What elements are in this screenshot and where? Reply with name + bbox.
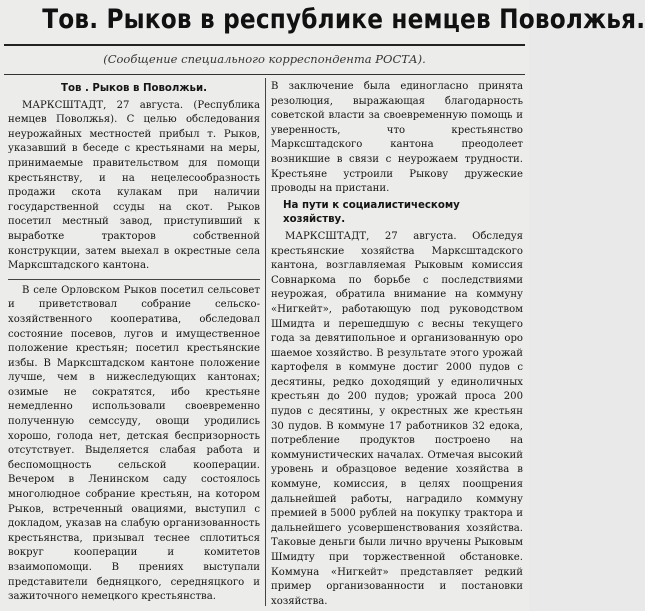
subhead-rule — [4, 74, 525, 75]
right-column — [271, 80, 523, 608]
left-separator — [8, 279, 260, 280]
right-paragraph-top: В заключение была единогласно принята резолюция, выражающая благодарность советской власти за своевременную помощь и уверенность, что крестьянство Марксштадского кантона преодолеет возникшие в связи с неурожаем трудности. Крестьяне устроили Рыкову дружеские проводы на пристани. — [271, 81, 523, 195]
left-section-title: Тов . Рыков в Поволжьи. — [61, 83, 207, 94]
left-paragraph-1: МАРКСШТАДТ, 27 августа. (Республика немцев Поволжья). С целью обследования неурожайных местностей прибыл т. Рыков, указавший в беседе с крестьянами на меры, принимаемые правительством для помощи крестьянству, и на нецелесообразность продажи скота кулакам при наличии государственной ссуды на скот. Рыков посетил местный завод, приступивший к выработке тракторов собственной конструкции, затем выехал в окрестные села Марксштадского кантона. — [8, 99, 260, 272]
subhead: (Сообщение специального корреспондента РОСТА). — [103, 52, 426, 66]
headline-rule — [4, 44, 525, 46]
left-column — [8, 80, 260, 608]
headline: Тов. Рыков в республике немцев Поволжья. — [42, 4, 645, 35]
right-section-title: На пути к социалистическому хозяйству. — [283, 199, 460, 226]
column-divider — [265, 78, 266, 606]
left-paragraph-2: В селе Орловском Рыков посетил сельсовет и приветствовал собрание сельско-хозяйственного кооператива, обследовал состояние посевов, лугов и имущественное положение крестьян; посетил крестьянские избы. В Марксштадском кантоне положение лучше, чем в нижеследующих кантонах; озимые не сократятся, ибо крестьяне немедленно использовали своевременно полученную семссуду, овощи уродились хорошо, голода нет, детская беспризорность отсутствует. Выделяется слабая работа и беспомощность сельской кооперации. Вечером в Ленинском саду состоялось многолюдное собрание крестьян, на котором Рыков, встреченный овациями, выступил с докладом, указав на слабую организованность крестьянства, призывал теснее сплотиться вокруг кооперации и комитетов взаимопомощи. В прениях выступали представители бедняцкого, середняцкого и зажиточного немецкого крестьянства. — [8, 284, 260, 603]
right-paragraph-main: МАРКСШТАДТ, 27 августа. Обследуя крестьянские хозяйства Марксштадского кантона, возглавляемая Рыковым комиссия Совнаркома по борьбе с последствиями неурожая, обратила внимание на коммуну «Нигкейт», работающую под руководством Шмидта и перешедшую с весны текущего года за девятипольное и организованную оро шаемое хозяйство. В результате этого урожай картофеля в коммуне достиг 2000 пудов с десятины, редко доходящий у единоличных крестьян до 200 пудов; урожай проса 200 пудов с десятины, у окрестных же крестьян 30 пудов. В коммуне 17 работников 32 едока, потребление продуктов построено на коммунистических началах. Отмечая высокий уровень и образцовое ведение хозяйства в коммуне, комиссия, в целях поощрения дальнейшей работы, наградило коммуну премией в 5000 рублей на покупку трактора и дальнейшего усовершенствования хозяйства. Таковые деньги были лично вручены Рыковым Шмидту при торжественной обстановке. Коммуна «Нигкейт» представляет редкий пример организованности и постановки хозяйства. — [271, 230, 523, 607]
